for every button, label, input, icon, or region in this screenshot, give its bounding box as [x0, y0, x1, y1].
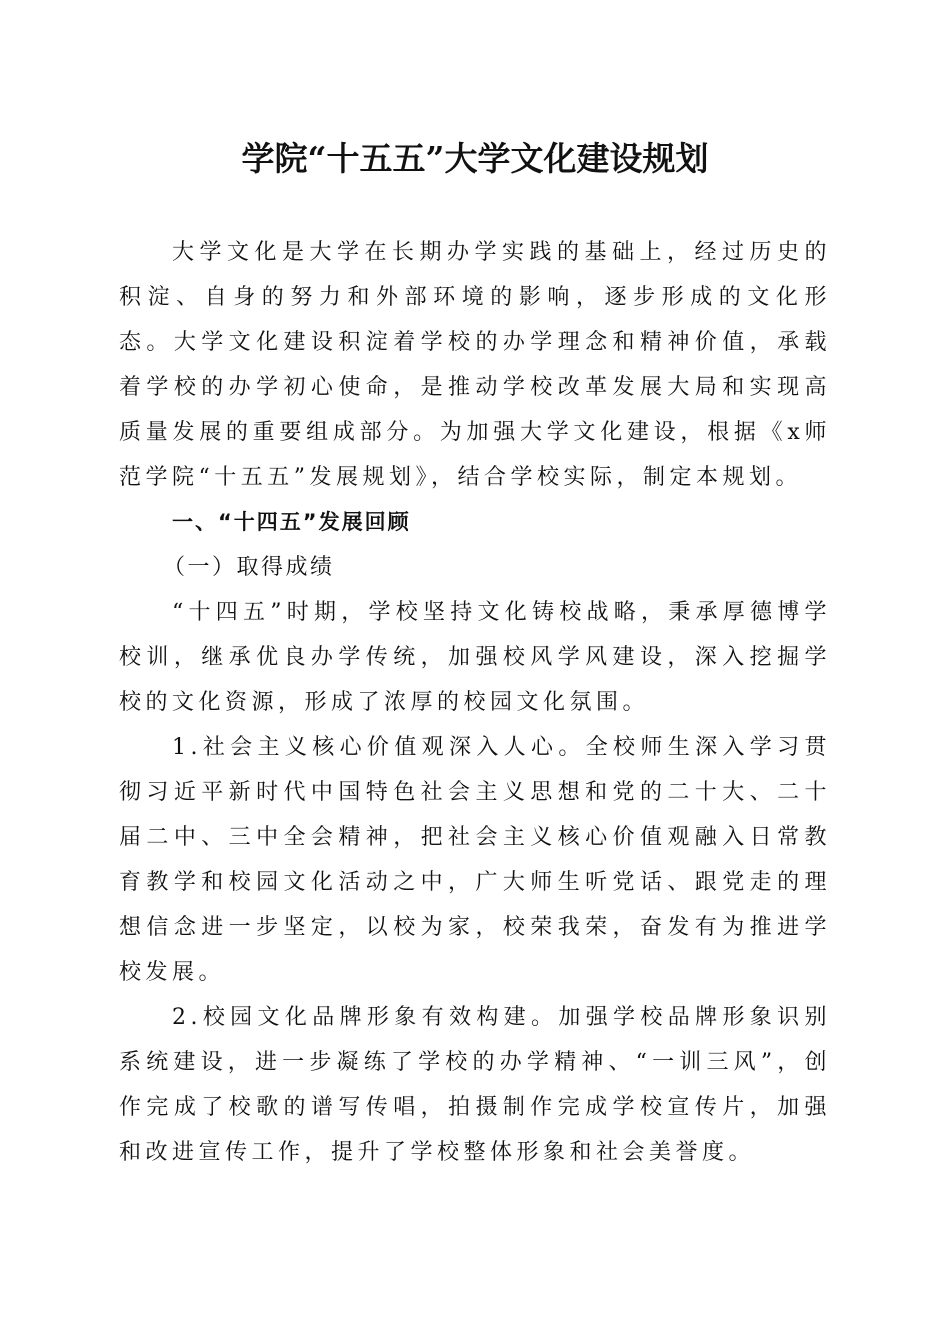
section-heading-review: 一、“十四五”发展回顾: [172, 510, 411, 534]
document-body: [119, 230, 831, 1175]
achievements-summary-paragraph: “十四五”时期，学校坚持文化铸校战略，秉承厚德博学校训，继承优良办学传统，加强校风学风建设，深入挖掘学校的文化资源，形成了浓厚的校园文化氛围。: [119, 600, 831, 715]
document-title: 学院“十五五”大学文化建设规划: [241, 139, 709, 178]
achievement-item-1: 1.社会主义核心价值观深入人心。全校师生深入学习贯彻习近平新时代中国特色社会主义思想和党的二十大、二十届二中、三中全会精神，把社会主义核心价值观融入日常教育教学和校园文化活动之中，广大师生听党话、跟党走的理想信念进一步坚定，以校为家，校荣我荣，奋发有为推进学校发展。: [119, 735, 831, 985]
achievement-item-2: 2.校园文化品牌形象有效构建。加强学校品牌形象识别系统建设，进一步凝练了学校的办学精神、“一训三风”，创作完成了校歌的谱写传唱，拍摄制作完成学校宣传片，加强和改进宣传工作，提升了学校整体形象和社会美誉度。: [119, 1005, 831, 1165]
intro-paragraph: 大学文化是大学在长期办学实践的基础上，经过历史的积淀、自身的努力和外部环境的影响，逐步形成的文化形态。大学文化建设积淀着学校的办学理念和精神价值，承载着学校的办学初心使命，是推动学校改革发展大局和实现高质量发展的重要组成部分。为加强大学文化建设，根据《x师范学院“十五五”发展规划》，结合学校实际，制定本规划。: [119, 240, 831, 490]
subsection-heading-achievements: （一）取得成绩: [163, 555, 335, 580]
